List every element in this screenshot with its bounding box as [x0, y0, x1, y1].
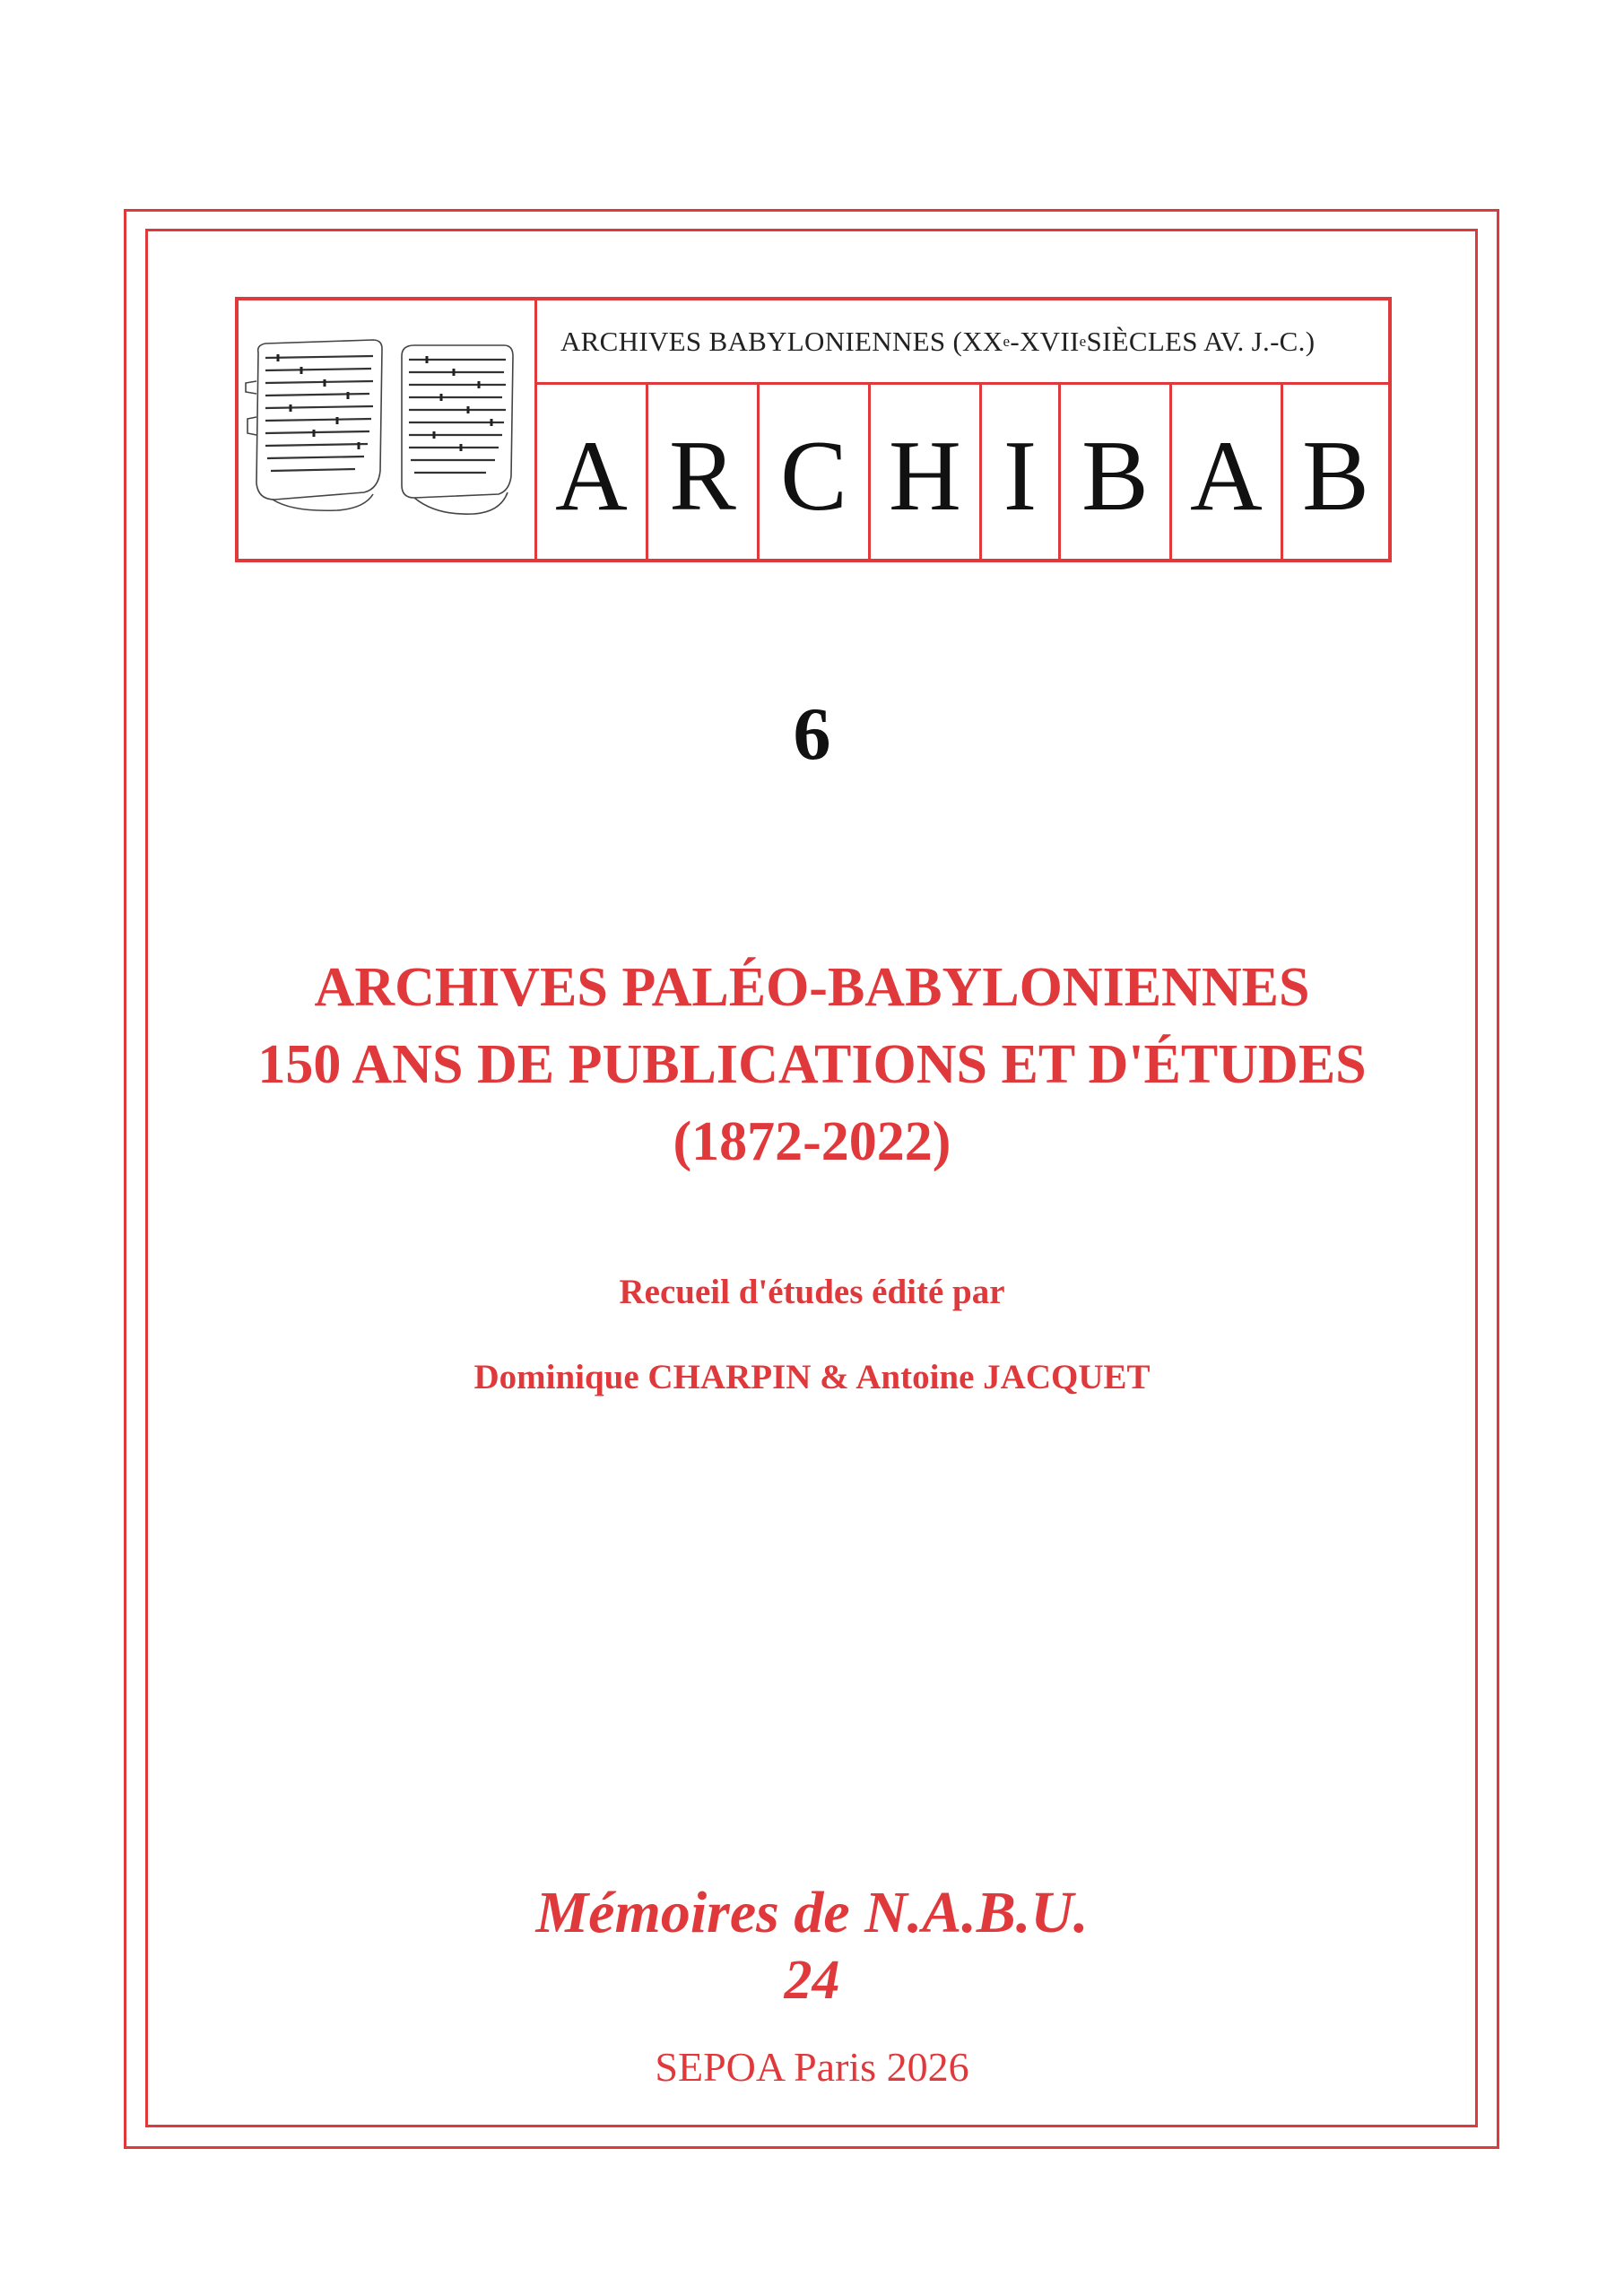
- logo-letter: A: [1172, 385, 1283, 559]
- logo-letter: B: [1061, 385, 1172, 559]
- series-title: [537, 300, 1388, 385]
- title-line-2: 150 ANS DE PUBLICATIONS ET D'ÉTUDES: [257, 1034, 1367, 1095]
- logo-letter: C: [760, 385, 871, 559]
- logo-letter: A: [537, 385, 648, 559]
- tablet-drawing-icon: [239, 300, 534, 559]
- series-title-end: SIÈCLES AV. J.-C.): [1086, 325, 1316, 357]
- title-line-1: ARCHIVES PALÉO-BABYLONIENNES: [314, 957, 1310, 1018]
- century-superscript: e: [1003, 332, 1011, 350]
- logo-letter: I: [982, 385, 1061, 559]
- collection-number: 24: [784, 1950, 840, 2011]
- archibab-logo: [537, 385, 1388, 559]
- logo-letter: B: [1302, 420, 1369, 532]
- cuneiform-tablet-image: [239, 300, 537, 559]
- logo-letter: R: [648, 385, 760, 559]
- publisher-imprint: SEPOA Paris 2026: [655, 2044, 969, 2090]
- collection-name: Mémoires de N.A.B.U.: [535, 1880, 1089, 1945]
- volume-number: 6: [793, 692, 831, 776]
- series-header: [235, 297, 1392, 562]
- century-superscript: e: [1079, 332, 1087, 350]
- title-line-3: (1872-2022): [673, 1111, 951, 1172]
- editor-names: Dominique CHARPIN & Antoine JACQUET: [473, 1358, 1151, 1396]
- book-title: [0, 949, 1624, 1180]
- editor-intro: Recueil d'études édité par: [619, 1273, 1005, 1311]
- logo-letter: H: [871, 385, 982, 559]
- series-title-main: ARCHIVES BABYLONIENNES (XX: [560, 325, 1003, 357]
- series-title-mid: -XVII: [1010, 325, 1080, 357]
